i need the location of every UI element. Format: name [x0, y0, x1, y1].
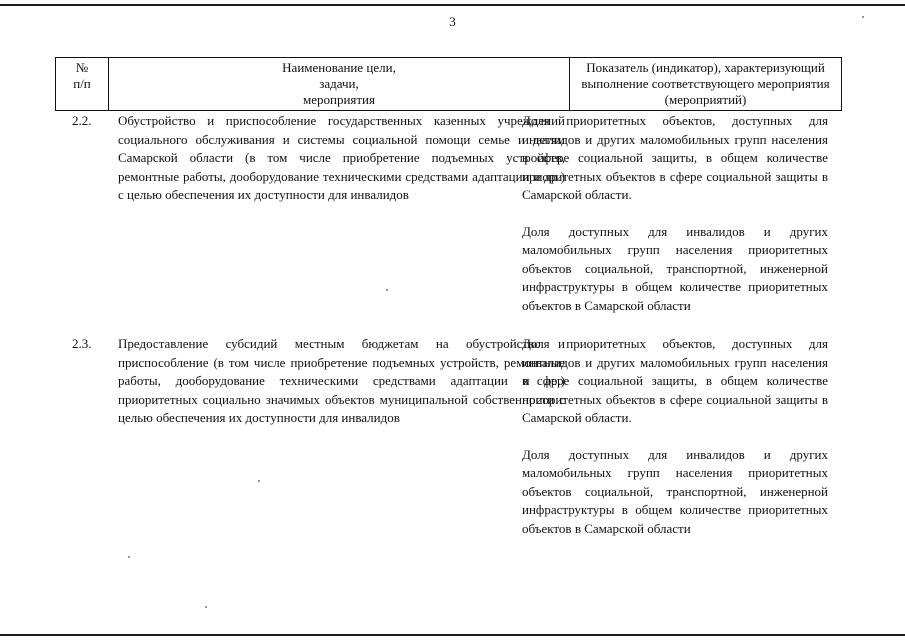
indicator-text: Доля приоритетных объектов, доступных для инвалидов и других маломобильных групп населения в сфере социальной защиты, в общем количестве приоритетных объектов в сфере социальной защиты в Самарской области. — [522, 336, 828, 425]
row-indicators — [522, 335, 828, 538]
indicator-text: Доля доступных для инвалидов и других маломобильных групп населения приоритетных объектов социальной, транспортной, инженерной инфраструктуры в общем количестве приоритетных объектов в Самарской области — [522, 223, 828, 313]
row-activity-name: Предоставление субсидий местным бюджетам на обустройство и приспособление (в том числе приобретение подъемных устройств, ремонтные работы, дооборудование техническими средствами адаптации и др.) приоритетных социально значимых объектов муниципальной собственности с целью обеспечения их доступности для инвалидов — [118, 336, 565, 425]
row-activity-name: Обустройство и приспособление государственных казенных учреждений социального обслуживания и системы социальной помощи семье и детям Самарской области (в том числе приобретение подъемных устройств, ремонтные работы, дооборудование техническими средствами адаптации и др.) с целью обеспечения их доступности для инвалидов — [118, 113, 565, 202]
top-border-line — [0, 4, 905, 6]
scan-speck — [258, 480, 260, 482]
scan-speck — [205, 606, 207, 608]
scan-speck — [128, 556, 130, 558]
header-line: задачи, — [319, 76, 359, 91]
scan-speck — [862, 16, 864, 18]
header-line: п/п — [73, 76, 91, 91]
program-table — [55, 57, 842, 536]
row-indicators — [522, 112, 828, 315]
bottom-border-line — [0, 634, 905, 636]
header-line: мероприятия — [302, 92, 375, 107]
header-number-column — [55, 58, 108, 110]
header-indicator-column — [569, 58, 842, 110]
header-line: выполнение соответствующего мероприятия — [581, 76, 830, 91]
header-line: Показатель (индикатор), характеризующий — [586, 60, 825, 75]
indicator-text: Доля приоритетных объектов, доступных для инвалидов и других маломобильных групп населения в сфере социальной защиты, в общем количестве приоритетных объектов в сфере социальной защиты в Самарской области. — [522, 113, 828, 202]
row-number: 2.2. — [72, 113, 92, 128]
header-line: Наименование цели, — [282, 60, 396, 75]
header-line: № — [75, 60, 89, 75]
indicator-text: Доля доступных для инвалидов и других маломобильных групп населения приоритетных объектов социальной, транспортной, инженерной инфраструктуры в общем количестве приоритетных объектов в Самарской области — [522, 446, 828, 536]
header-name-column — [108, 58, 569, 110]
scan-speck — [386, 289, 388, 291]
table-header — [55, 57, 842, 111]
header-line: (мероприятий) — [664, 92, 747, 107]
page-number: 3 — [449, 14, 456, 29]
row-number: 2.3. — [72, 336, 92, 351]
